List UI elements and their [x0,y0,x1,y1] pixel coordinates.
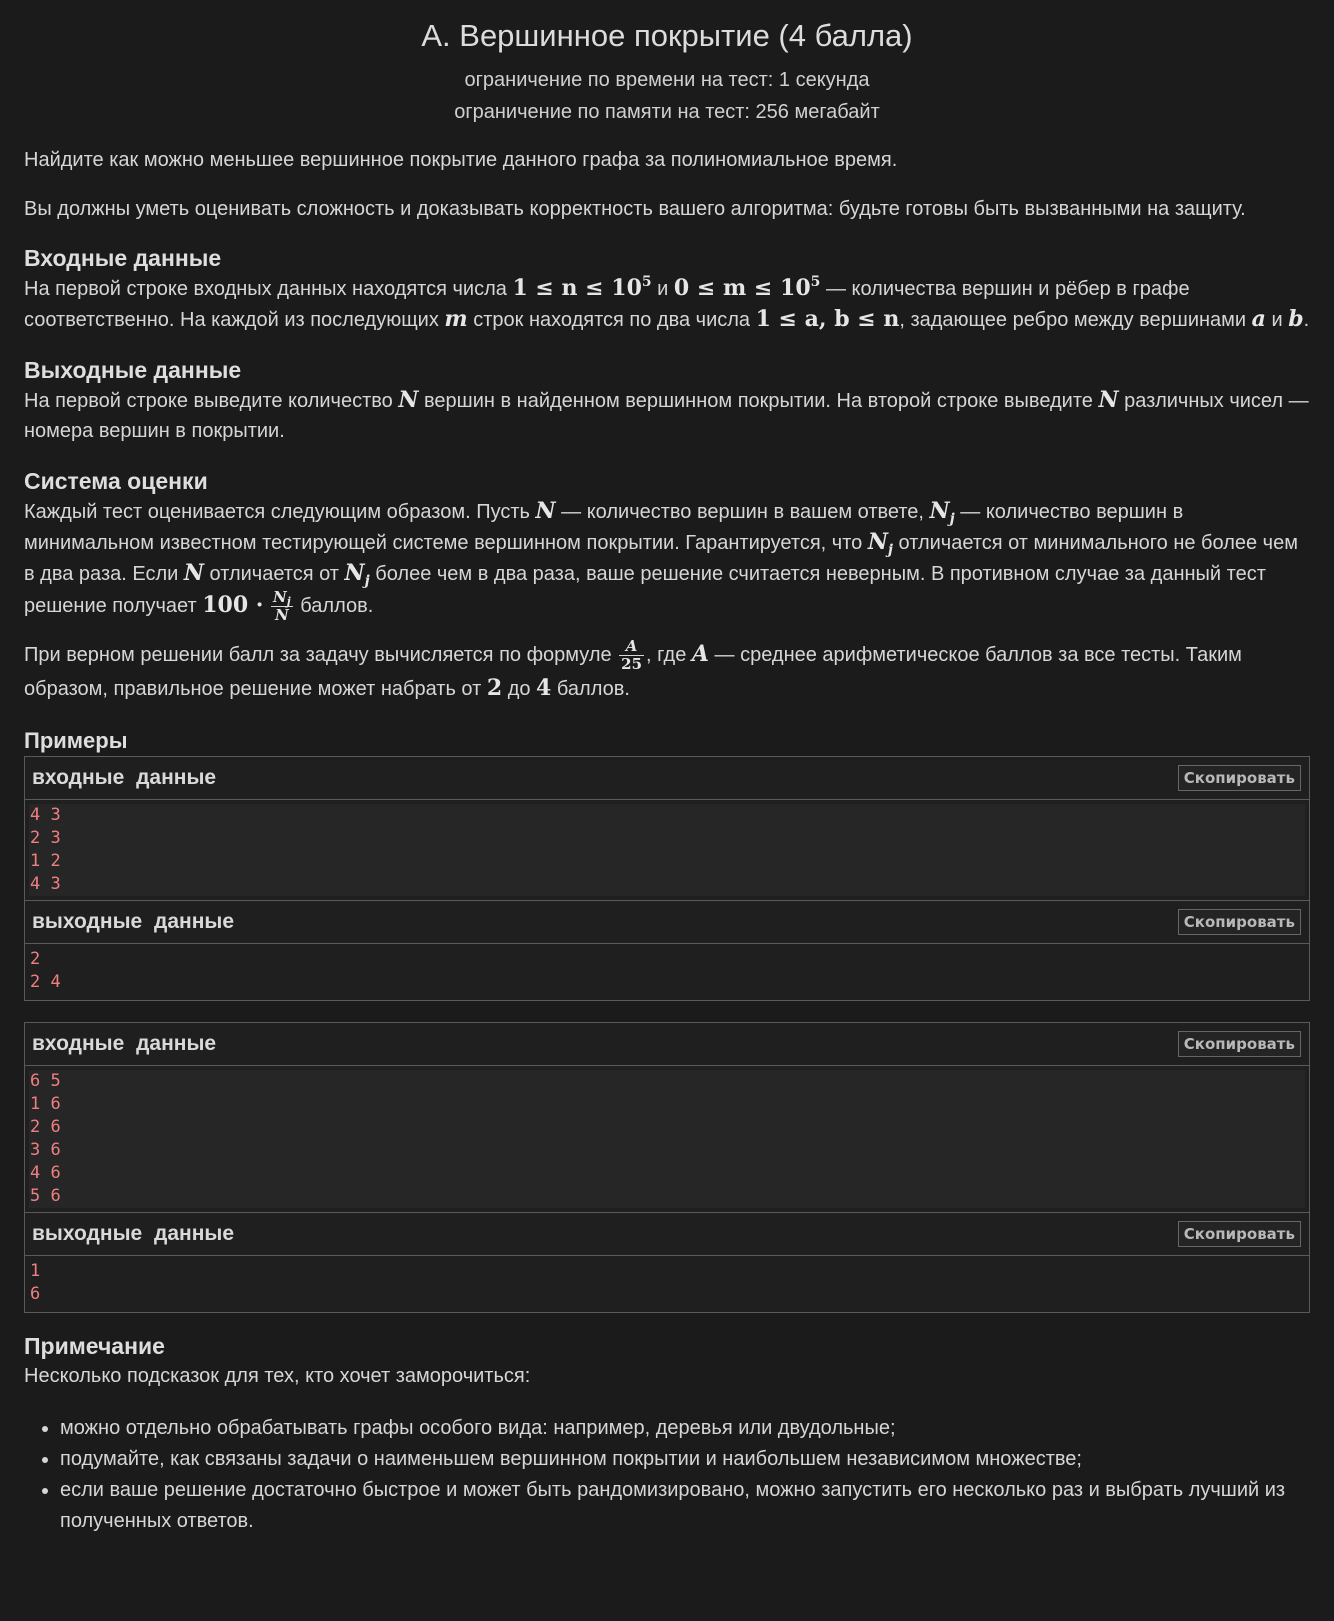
input-block [24,1022,1310,1213]
output-line: 2 [30,949,41,969]
output-section-text: На первой строке выведите количество N вершин в найденном вершинном покрытии. На второй строке выведите N различных чисел — номера вершин в покрытии. [24,387,1309,442]
input-section-text: На первой строке входных данных находятся числа $1 \le n \le 10^5$ и $0 \le m \le 10^5$ — количества вершин и рёбер в графе соответственно. На каждой из последующих m строк находятся по два числа 1 ≤ a, b ≤ n, задающее ребро между вершинами a и b. [24,274,1310,332]
input-line: 4 3 [30,874,61,894]
scoring-section-title: Система оценки [24,468,208,494]
input-line: 1 2 [30,851,61,871]
input-header [25,1023,1309,1066]
formula-fraction-nj-n: $\frac{N_j}{N}$ [273,588,291,624]
output-line: 6 [30,1284,41,1304]
examples-title: Примеры [24,728,128,753]
formula-score: 100 · [202,591,264,618]
copy-input-button[interactable]: Скопировать [1178,1031,1301,1057]
input-label: входные данные [32,1032,217,1055]
formula-b: b [1288,306,1304,332]
copy-input-button[interactable]: Скопировать [1178,765,1301,791]
formula-m: m [444,306,468,332]
output-specification [24,355,1310,446]
note-item: • можно отдельно обрабатывать графы особого вида: например, деревья или двудольные; [60,1413,1310,1444]
output-block [24,901,1310,1001]
input-line: 3 6 [30,1140,61,1160]
formula-n-range: $1 \le n \le 10^5$ [512,274,652,301]
example-block [24,756,1310,1001]
output-content [25,1256,1309,1312]
note-item: • подумайте, как связаны задачи о наименьшем вершинном покрытии и наибольшем независимом множестве; [60,1444,1310,1475]
output-header [25,1213,1309,1256]
examples-container [24,756,1310,1313]
output-label: выходные данные [32,1222,235,1245]
output-block [24,1213,1310,1313]
scoring-text-1: Каждый тест оценивается следующим образом. Пусть N — количество вершин в вашем ответе, $N_j$ — количество вершин в минимальном известном тестирующей системе вершинном покрытии. Гарантируется, что $N_j$ отличается от минимального не более чем в два раза. Если N отличается от $N_j$ более чем в два раза, ваше решение считается неверным. В противном случае за данный тест решение получает 100 · $\frac{N_j}{N}$ баллов. [24,498,1298,624]
statement-paragraph-2: Вы должны уметь оценивать сложность и доказывать корректность вашего алгоритма: будьте готовы быть вызванными на защиту. [24,198,1246,220]
time-limit: ограничение по времени на тест: 1 секунда [464,69,870,91]
note-title: Примечание [24,1333,165,1359]
problem-limits [24,64,1310,128]
example-block [24,1022,1310,1313]
input-line: 4 6 [30,1163,61,1183]
input-content [25,800,1309,900]
formula-m-range: $0 \le m \le 10^5$ [673,274,821,301]
output-line: 2 4 [30,972,61,992]
input-specification [24,243,1310,335]
formula-a: a [1251,306,1266,332]
output-line: 1 [30,1261,41,1281]
input-content [25,1066,1309,1212]
memory-limit: ограничение по памяти на тест: 256 мегабайт [454,101,880,123]
input-line: 2 6 [30,1117,61,1137]
input-section-title: Входные данные [24,245,222,271]
note-section [24,1331,1310,1537]
note-list [24,1413,1310,1537]
input-line: 2 3 [30,828,61,848]
input-label: входные данные [32,766,217,789]
copy-output-button[interactable]: Скопировать [1178,909,1301,935]
note-item: • если ваше решение достаточно быстрое и может быть рандомизировано, можно запустить его несколько раз и выбрать лучший из полученных ответов. [60,1475,1310,1537]
scoring-text-2: При верном решении балл за задачу вычисляется по формуле $\frac{A}{25}$ , где A — среднее арифметическое баллов за все тесты. Таким образом, правильное решение может набрать от 2 до 4 баллов. [24,637,1242,701]
formula-fraction-a-25: $\frac{A}{25}$ [621,637,643,673]
output-header [25,901,1309,944]
input-block [24,756,1310,901]
formula-ab-range: 1 ≤ a, b ≤ n [755,306,900,332]
output-content [25,944,1309,1000]
input-header [25,757,1309,800]
input-line: 4 3 [30,805,61,825]
output-label: выходные данные [32,910,235,933]
problem-title: A. Вершинное покрытие (4 балла) [421,18,913,53]
output-section-title: Выходные данные [24,357,242,383]
copy-output-button[interactable]: Скопировать [1178,1221,1301,1247]
input-line: 6 5 [30,1071,61,1091]
scoring-specification [24,466,1310,704]
input-line: 1 6 [30,1094,61,1114]
note-intro: Несколько подсказок для тех, кто хочет заморочиться: [24,1365,531,1387]
input-line: 5 6 [30,1186,61,1206]
statement-paragraph-1: Найдите как можно меньшее вершинное покрытие данного графа за полиномиальное время. [24,149,898,171]
